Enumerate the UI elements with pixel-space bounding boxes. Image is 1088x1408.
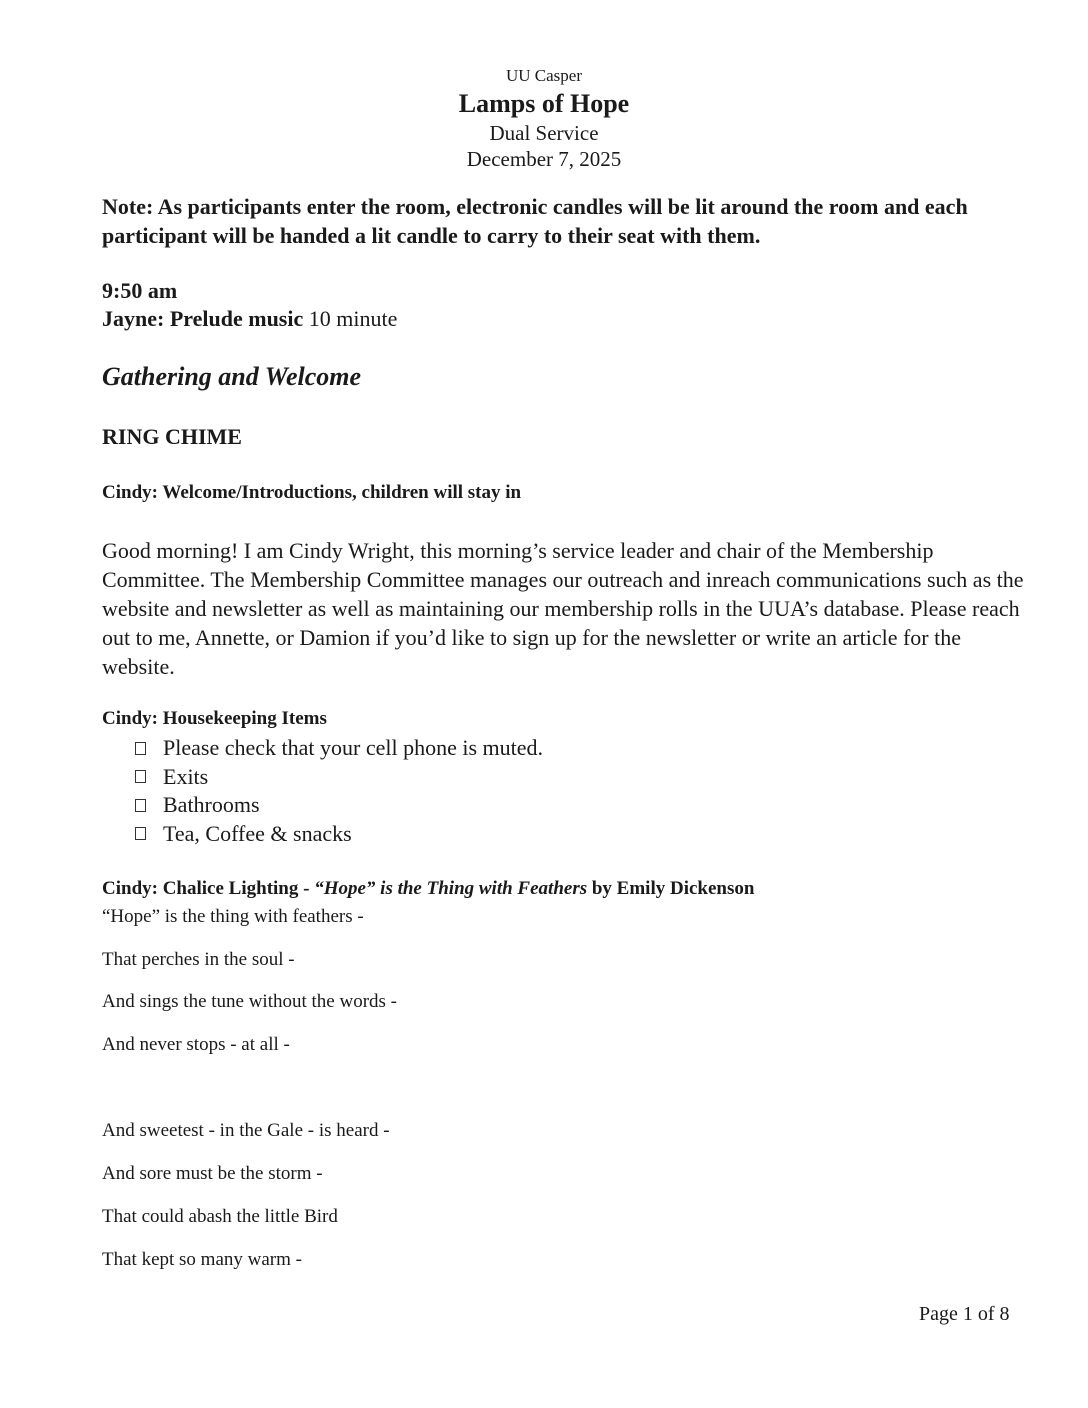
welcome-cue: Cindy: Welcome/Introductions, children will stay in — [102, 482, 522, 503]
checkbox-icon — [135, 742, 146, 755]
poem-line: “Hope” is the thing with feathers - — [102, 906, 364, 927]
service-title: Lamps of Hope — [458, 89, 630, 118]
poem-title: “Hope” is the Thing with Feathers — [314, 878, 588, 899]
poem-line: That perches in the soul - — [102, 949, 295, 970]
checkbox-icon — [135, 770, 146, 783]
setup-note: Note: As participants enter the room, electronic candles will be lit around the room and each participant will be handed a lit candle to carry to their seat with them. — [102, 194, 968, 248]
start-time: 9:50 am — [102, 278, 178, 303]
poem-line: That kept so many warm - — [102, 1249, 302, 1270]
poem-line: And sings the tune without the words - — [102, 991, 398, 1012]
checkbox-icon — [135, 799, 146, 812]
housekeeping-cue: Cindy: Housekeeping Items — [102, 708, 327, 729]
section-heading: Gathering and Welcome — [102, 362, 362, 391]
ring-chime-cue: RING CHIME — [102, 424, 242, 449]
welcome-paragraph: Good morning! I am Cindy Wright, this morning’s service leader and chair of the Membership Committee. The Membership Committee manages our outreach and inreach communications such as the website and newsletter as well as maintaining our membership rolls in the UUA’s database. Please reach out to me, Annette, or Damion if you’d like to sign up for the newsletter or write an article for the website. — [102, 538, 1024, 679]
service-date: December 7, 2025 — [466, 147, 622, 171]
organization-name: UU Casper — [505, 66, 582, 85]
poem-line: That could abash the little Bird — [102, 1206, 338, 1227]
prelude-duration: 10 minute — [303, 306, 398, 331]
prelude-line — [102, 306, 397, 332]
checklist-item: Bathrooms — [135, 791, 543, 820]
chalice-lighting-cue — [102, 878, 754, 900]
housekeeping-checklist — [135, 734, 543, 848]
poem-line: And never stops - at all - — [102, 1034, 290, 1055]
chalice-cue-prefix: Cindy: Chalice Lighting - — [102, 878, 315, 899]
poem-line: And sore must be the storm - — [102, 1163, 323, 1184]
checkbox-icon — [135, 827, 146, 840]
checklist-item: Exits — [135, 763, 543, 792]
checklist-item: Please check that your cell phone is muted. — [135, 734, 543, 763]
prelude-label: Jayne: Prelude music — [102, 306, 304, 331]
poem-line: And sweetest - in the Gale - is heard - — [102, 1120, 390, 1141]
checklist-item: Tea, Coffee & snacks — [135, 820, 543, 849]
service-subtitle: Dual Service — [489, 121, 599, 145]
page-number: Page 1 of 8 — [919, 1303, 1010, 1325]
poem-author: by Emily Dickenson — [587, 878, 755, 899]
